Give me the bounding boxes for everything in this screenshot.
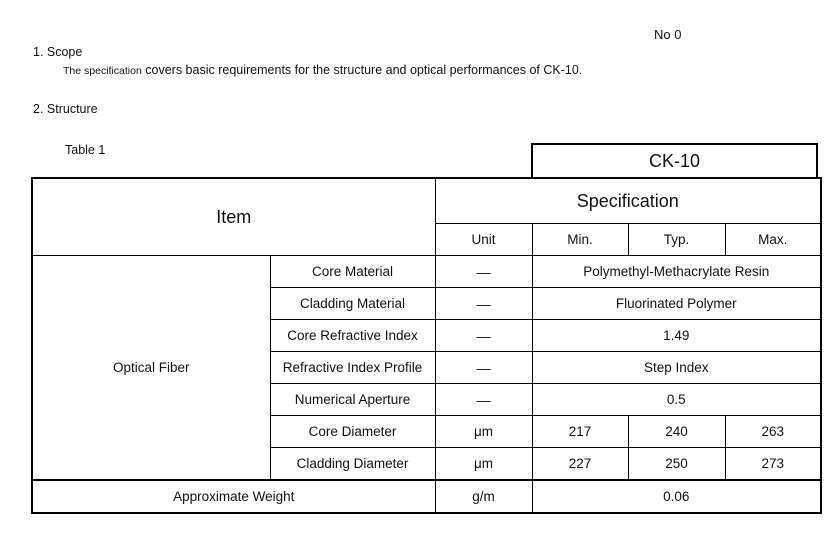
row-name: Core Diameter <box>270 416 435 448</box>
min-header: Min. <box>532 224 628 256</box>
weight-label: Approximate Weight <box>32 480 435 513</box>
row-value: 1.49 <box>532 320 821 352</box>
table-header-row <box>32 178 821 224</box>
row-value: Polymethyl-Methacrylate Resin <box>532 256 821 288</box>
row-name: Cladding Diameter <box>270 448 435 481</box>
scope-body-rest: covers basic requirements for the structure and optical performances of CK-10. <box>141 63 583 77</box>
row-typ: 250 <box>628 448 725 481</box>
row-unit: μm <box>435 448 532 481</box>
section-structure-title: 2. Structure <box>33 102 98 116</box>
row-value: Step Index <box>532 352 821 384</box>
table-row-weight <box>32 480 821 513</box>
max-header: Max. <box>725 224 821 256</box>
unit-header: Unit <box>435 224 532 256</box>
row-unit: — <box>435 256 532 288</box>
row-unit: — <box>435 384 532 416</box>
section-scope-body <box>63 63 582 77</box>
item-header: Item <box>32 178 435 256</box>
row-max: 263 <box>725 416 821 448</box>
row-name: Refractive Index Profile <box>270 352 435 384</box>
product-name-box: CK-10 <box>531 143 818 178</box>
specification-header: Specification <box>435 178 821 224</box>
row-max: 273 <box>725 448 821 481</box>
specification-table <box>31 177 822 514</box>
row-value: 0.5 <box>532 384 821 416</box>
row-typ: 240 <box>628 416 725 448</box>
section-scope-title: 1. Scope <box>33 45 83 59</box>
row-value: Fluorinated Polymer <box>532 288 821 320</box>
row-unit: — <box>435 320 532 352</box>
row-name: Core Material <box>270 256 435 288</box>
row-unit: — <box>435 352 532 384</box>
weight-unit: g/m <box>435 480 532 513</box>
row-min: 217 <box>532 416 628 448</box>
row-name: Numerical Aperture <box>270 384 435 416</box>
document-number: No 0 <box>654 27 682 42</box>
table-row <box>32 256 821 288</box>
row-name: Cladding Material <box>270 288 435 320</box>
typ-header: Typ. <box>628 224 725 256</box>
row-unit: μm <box>435 416 532 448</box>
row-name: Core Refractive Index <box>270 320 435 352</box>
optical-fiber-group-label: Optical Fiber <box>32 256 270 481</box>
weight-value: 0.06 <box>532 480 821 513</box>
row-unit: — <box>435 288 532 320</box>
row-min: 227 <box>532 448 628 481</box>
table-label: Table 1 <box>65 143 106 157</box>
scope-body-prefix: The specification <box>63 65 142 77</box>
